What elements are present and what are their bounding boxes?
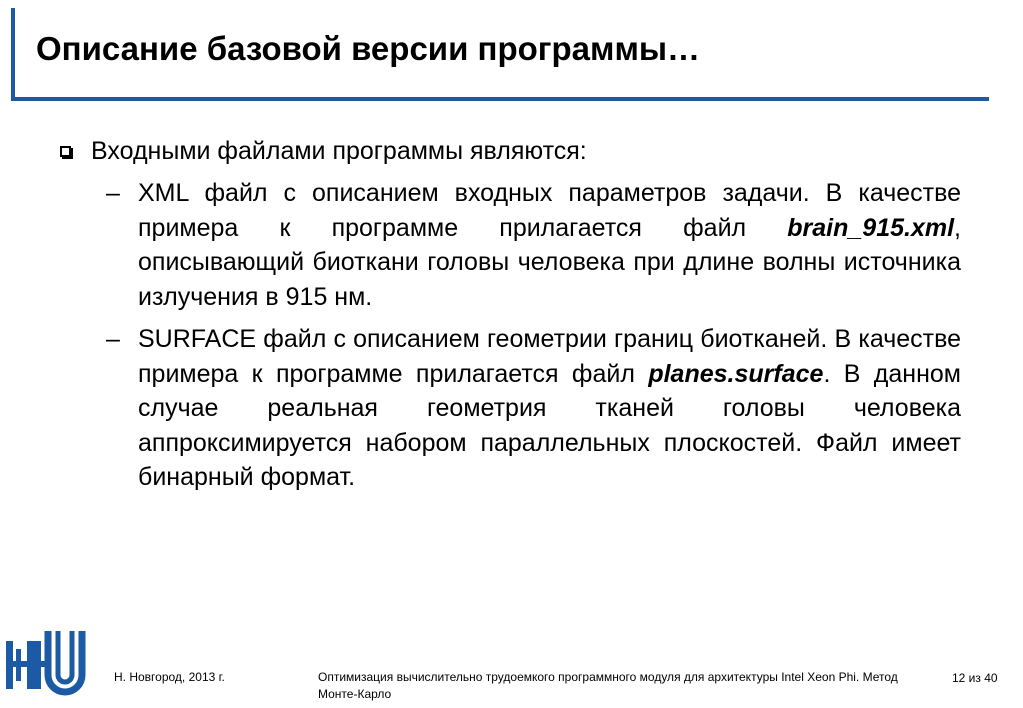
bullet-item (60, 135, 587, 167)
title-left-rule (11, 8, 15, 100)
filename-planes: planes.surface (648, 359, 824, 388)
university-logo-icon (4, 623, 86, 703)
sub-item-text-end: . В данном случае реальная геометрия тканей головы человека аппроксимируется набором параллельных плоскостей. Файл имеет бинарный формат. (138, 359, 961, 491)
checkbox-icon (60, 146, 71, 157)
dash-marker: – (106, 325, 120, 353)
dash-marker: – (106, 179, 120, 207)
sub-item-surface (106, 322, 961, 495)
sub-item-text (138, 322, 961, 495)
sub-item-text-end: , описывающий биоткани головы человека при длине волны источника излучения в 915 нм. (138, 213, 961, 311)
footer-course-title: Оптимизация вычислительно трудоемкого программного модуля для архитектуры Intel Xeon Phi. Метод Монте-Карло (318, 670, 898, 701)
sub-item-text-start: XML файл с описанием входных параметров задачи. В качестве примера к программе прилагается файл (138, 179, 961, 242)
sub-item-text (138, 176, 961, 314)
footer-location: Н. Новгород, 2013 г. (114, 670, 225, 684)
bullet-text: Входными файлами программы являются: (91, 137, 587, 165)
filename-brain: brain_915.xml (787, 213, 955, 242)
slide-title: Описание базовой версии программы… (36, 30, 701, 67)
title-underline (11, 97, 989, 101)
footer-page-number: 12 из 40 (952, 671, 998, 685)
sub-item-text-start: SURFACE файл с описанием геометрии границ биотканей. В качестве примера к программе прилагается файл (138, 325, 961, 388)
sub-item-xml (106, 176, 961, 314)
